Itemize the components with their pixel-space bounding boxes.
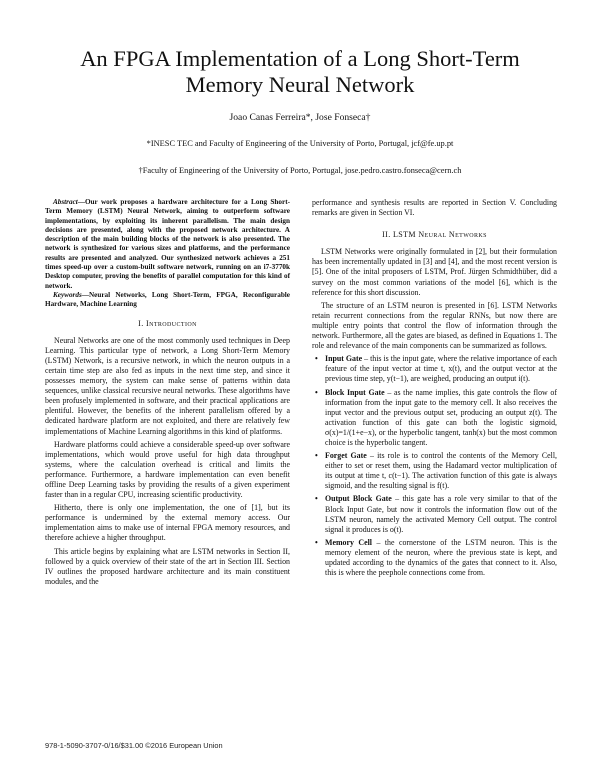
- bullet-icon: •: [315, 494, 318, 504]
- lstm-paragraph: LSTM Networks were originally formulated in [2], but their formulation has been incrementally updated in [3] and [4], and the most recent version is [5]. One of the inital proposers of LSTM, Prof. Jürgen Schmidthüber, did a survey on the most common variations of the model [6], which is the reference for this short discussion.: [312, 247, 557, 297]
- paper-title: An FPGA Implementation of a Long Short-Term Memory Neural Network: [80, 46, 520, 97]
- copyright-footer: 978-1-5090-3707-0/16/$31.00 ©2016 European Union: [45, 741, 223, 750]
- keywords-text: —Neural Networks, Long Short-Term, FPGA, Reconfigurable Hardware, Machine Learning: [45, 290, 290, 309]
- list-item: [312, 494, 557, 534]
- affiliation-1: *INESC TEC and Faculty of Engineering of the University of Porto, Portugal, jcf@fe.up.pt: [146, 139, 454, 148]
- bullet-icon: •: [315, 387, 318, 397]
- left-column: [45, 198, 290, 590]
- item-text: – its role is to control the contents of the Memory Cell, either to set or reset them, using the Hadamard vector multiplication of its output at time t, c(t−1). The activation function of this gate is always sigmoid, and the resulting signal is f(t).: [325, 451, 557, 491]
- abstract: [45, 198, 290, 291]
- intro-paragraph: Hitherto, there is only one implementation, the one of [1], but its performance is undermined by the external memory access. Our implementation aims to make use of internal FPGA memory resources, and therefore achieve a higher throughput.: [45, 503, 290, 543]
- section-heading-lstm: II. LSTM Neural Networks: [382, 230, 487, 240]
- bullet-icon: •: [315, 451, 318, 461]
- bullet-icon: •: [315, 537, 318, 547]
- list-item: [312, 388, 557, 449]
- abstract-label: Abstract: [53, 198, 78, 206]
- abstract-text: —Our work proposes a hardware architecture for a Long Short-Term Memory (LSTM) Neural Network, aiming to outperform software implementations, by exploiting its inherent parallelism. The main design decisions are presented, along with the proposed network architecture. A description of the main building blocks of the network is also presented. The network is synthesized for various sizes and platforms, and the performance results are presented and analyzed. Our synthesized network achieves a 251 times speed-up over a custom-built software network, running on an i7-3770k Desktop computer, proving the benefits of parallel computation for this kind of network.: [45, 198, 290, 290]
- keywords-label: Keywords: [53, 290, 82, 299]
- section-heading-introduction: I. Introduction: [138, 318, 197, 328]
- intro-paragraph: This article begins by explaining what are LSTM networks in Section II, followed by a quick overview of their state of the art in Section III. Section IV outlines the proposed hardware architecture and its main constituent modules, and the: [45, 546, 290, 586]
- keywords: [45, 291, 290, 310]
- item-term: Input Gate: [325, 354, 363, 364]
- item-text: – as the name implies, this gate controls the flow of information from the input gate to the memory cell. It also receives the input vector and the previous output set, producing an output z(t). The activation function of this gate can both the logistic sigmoid, σ(x)=1/(1+e−x), or the hyperbolic tangent, tanh(x) but the most common choice is the hyperbolic tangent.: [325, 387, 557, 447]
- item-text: – this gate has a role very similar to that of the Block Input Gate, but now it controls the information flow out of the LSTM neuron, namely the activated Memory Cell output. The control signal it produces is o(t).: [325, 494, 557, 534]
- list-item: [312, 354, 557, 384]
- item-term: Block Input Gate: [325, 387, 385, 397]
- list-item: [312, 538, 557, 578]
- item-text: – the cornerstone of the LSTM neuron. This is the memory element of the neuron, where the previous state is kept, and updated according to the dynamics of the gates that connect to it. Also, this is where the peephole connections come from.: [325, 537, 557, 578]
- bullet-icon: •: [315, 354, 318, 364]
- affiliation-2: †Faculty of Engineering of the University of Porto, Portugal, jose.pedro.castro.fonseca@cern.ch: [138, 166, 462, 175]
- list-item: [312, 451, 557, 491]
- item-term: Output Block Gate: [325, 494, 392, 504]
- item-term: Memory Cell: [325, 537, 372, 547]
- right-column: [312, 198, 557, 581]
- item-text: – this is the input gate, where the relative importance of each feature of the input vector at time t, x(t), and the output vector at the previous time step, y(t−1), are weighed, producing an output i(t).: [325, 354, 557, 384]
- item-term: Forget Gate: [325, 451, 367, 461]
- gate-list: [312, 354, 557, 578]
- author-list: Joao Canas Ferreira*, Jose Fonseca†: [229, 112, 371, 123]
- intro-continuation: performance and synthesis results are reported in Section V. Concluding remarks are given in Section VI.: [312, 198, 557, 218]
- lstm-paragraph: The structure of an LSTM neuron is presented in [6]. LSTM Networks retain recurrent connections from the regular RNNs, but now there are multiple entry points that control the flow of information through the network. Furthermore, all the gates are biased, as defined in Equations 1. The role and relevance of the main components can be summarized as follows.: [312, 300, 557, 351]
- intro-paragraph: Neural Networks are one of the most commonly used techniques in Deep Learning. This particular type of network, a Long Short-Term Memory (LSTM) Network, is a recursive network, in which the neuron outputs in a certain time step are also fed as inputs in the next time step, and since it possesses memory, the system can make sense of patterns within data sequences, unlike classical recursive neural networks. These algorithms have been profusely implemented in software, and their practical applications are plentiful. However, the benefits of the inherent parallelism offered by a dedicated hardware platform are not exploited, and there are relatively few implementations of Machine Learning algorithms in this kind of platforms.: [45, 335, 290, 436]
- intro-paragraph: Hardware platforms could achieve a considerable speed-up over software implementations, which would prove useful for high data throughput systems, where the calculation overhead is critical and limits the performance. Furthermore, a hardware implementation can even benefit offline Deep Learning tasks by providing the results of a given experiment faster than in a regular CPU, increasing scientific productivity.: [45, 439, 290, 500]
